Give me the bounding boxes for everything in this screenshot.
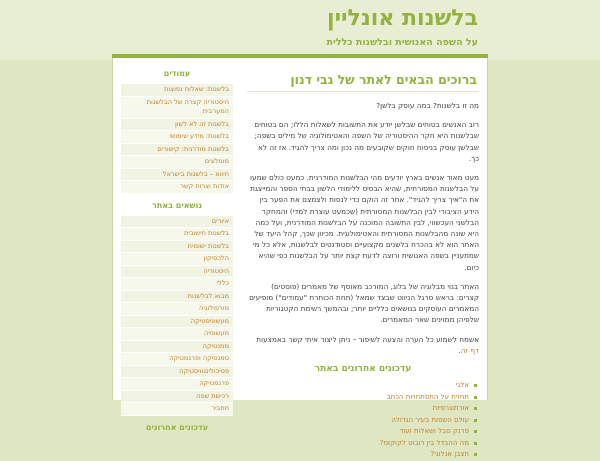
sidebar-topic-link[interactable]: איורים [121,216,233,229]
page-body [112,58,488,459]
sidebar-topic-link[interactable]: הלכסיקון [121,253,233,266]
sidebar-topic-link[interactable]: תחביר [121,403,233,416]
sidebar-topic-link[interactable]: מעשוניסטיקה [121,316,233,329]
site-header [112,0,488,54]
sidebar-topic-link[interactable]: כללי [121,278,233,291]
sidebar [121,62,233,432]
post-title[interactable]: ברוכים הבאים לאתר של גבי דנון [247,62,479,92]
main-content [247,62,479,459]
sidebar-page-link[interactable]: בלשנות: מידע שימושי [121,131,233,144]
recent-updates-list [247,380,479,461]
sidebar-topic-link[interactable]: מעשונייה [121,328,233,341]
post-paragraph: רוב האנשים בטוחים שבלשן יודע את התשובות לשאלות הללו; הם בטוחים שבלשנות היא חקר ההיסטוריה של השפה והאטימולוגיה של מילים בשפה; שבלשן עוסק בניסוח חוקים שקובעים מה נכון ומה צריך להגיד. אז זה לא כך. [254,120,479,163]
sidebar-topic-link[interactable]: פרגמטיקה [121,378,233,391]
sidebar-topic-link[interactable]: ממנטיקה [121,341,233,354]
recent-update-item[interactable]: תחזית על התפתחויות הכתב [247,392,477,404]
recent-update-item[interactable]: חצבן אנלוגי? [247,449,477,461]
recent-update-item[interactable]: עולם השפות בעיר הגדולה [247,415,477,427]
recent-widget-title: עדכונים אחרונים [145,422,209,432]
sidebar-topic-link[interactable]: מורפולוגיה [121,303,233,316]
recent-update-item[interactable]: פרנק סבל ושאלות ועוד [247,426,477,438]
sidebar-topic-link[interactable]: סמנטיקה ופרגמטיקה [121,353,233,366]
recent-update-item[interactable]: מה ההבדל בין רובוט לקוקוס? [247,438,477,450]
contact-paragraph: אשמח לשמוע כל הערה והצעה לשיפור – ניתן ליצור איתי קשר באמצעות דף זה. [256,334,479,355]
post-paragraph: מה זו בלשנות? במה עוסק בלשן? [376,101,479,110]
site-title[interactable]: בלשנות אונליין [327,6,478,31]
sidebar-page-link[interactable]: אודות וצרות קשר [121,181,233,194]
contact-text: אשמח לשמוע כל הערה והצעה לשיפור – ניתן ליצור איתי קשר באמצעות [256,334,479,344]
sidebar-page-link[interactable]: בלשנות מודרנית: קישורים [121,144,233,157]
sidebar-page-link[interactable]: בלשנות: שאלות נפוצות [121,84,233,97]
sidebar-page-link[interactable]: חיווא – בלשנות בישראל [121,169,233,182]
recent-update-item[interactable]: אלגי [247,380,477,392]
sidebar-topic-link[interactable]: מבוא לבלשנות [121,291,233,304]
recent-update-item[interactable]: אורתוגרפיות [247,403,477,415]
pages-list [121,84,233,194]
sidebar-topic-link[interactable]: בלשנות ישומית [121,241,233,254]
post-paragraph: מעט מאוד אנשים בארץ יודעים מהי הבלשנות המודרנית. כמעט כולם שמעו על הבלשנות המסורתית, שהיא הבסיס ללימודי הלשון בבתי הספר והמייצגת את ה"איך צריך להגיד". אתר זה הוקם כדי לנסות ולצמצם את הפער בין הידע הציבורי לבין הבלשנות המסורתית (שכמעט עוצרת למדי) והמחקר הבלשני העכשווי, לבין התשובה המוכנה על הבלשנות המודרנית, ועל כמה היא שונה מהבלשנות המסורתית והאטימולוגית. מכיוון שכך, קהל היעד של האתר הוא לא בהכרח בלשנים מקצועיים וסטודנטים לבלשנות, אלא כל מי שמתעניין בשפה האנושית ורוצה לדעת קצת יותר על הבלשנות כפי שהיא כיום. [250,173,479,272]
sidebar-topic-link[interactable]: היסטוריה [121,266,233,279]
sidebar-page-link[interactable]: בלשנות זה לא לשון [121,119,233,132]
post-paragraph: האתר בנוי מבלוגיה של בלוג, המורכב מאוסף של מאמרים (פוסטים) קצרים: בראש סרגל הניווט שבצד שמאל (תחת הכותרת "עמודים") מופיעים המאמרים העוסקים בנושאים כלליים יותר; ובהמשך רשימת הקטגוריות שלפיהן ממוינים שאר המאמרים. [249,281,479,325]
sidebar-topic-link[interactable]: פסיכולינגוויסטיקה [121,366,233,379]
sidebar-topic-link[interactable]: בלשנות חישובית [121,228,233,241]
contact-link[interactable]: דף זה [460,345,479,355]
site-description: על השפה האנושית ובלשנות כללית [326,37,478,48]
topics-widget-title: נושאים באתר [152,200,202,210]
recent-updates-title: עדכונים אחרונים באתר [314,364,412,375]
sidebar-page-link[interactable]: היסטוריה קצרה של הבלשנות המערבית [121,97,233,119]
pages-widget-title: עמודים [163,69,191,78]
sidebar-topic-link[interactable]: רכישת שפה [121,391,233,404]
topics-list [121,216,233,416]
sidebar-page-link[interactable]: מומלצים [121,156,233,169]
